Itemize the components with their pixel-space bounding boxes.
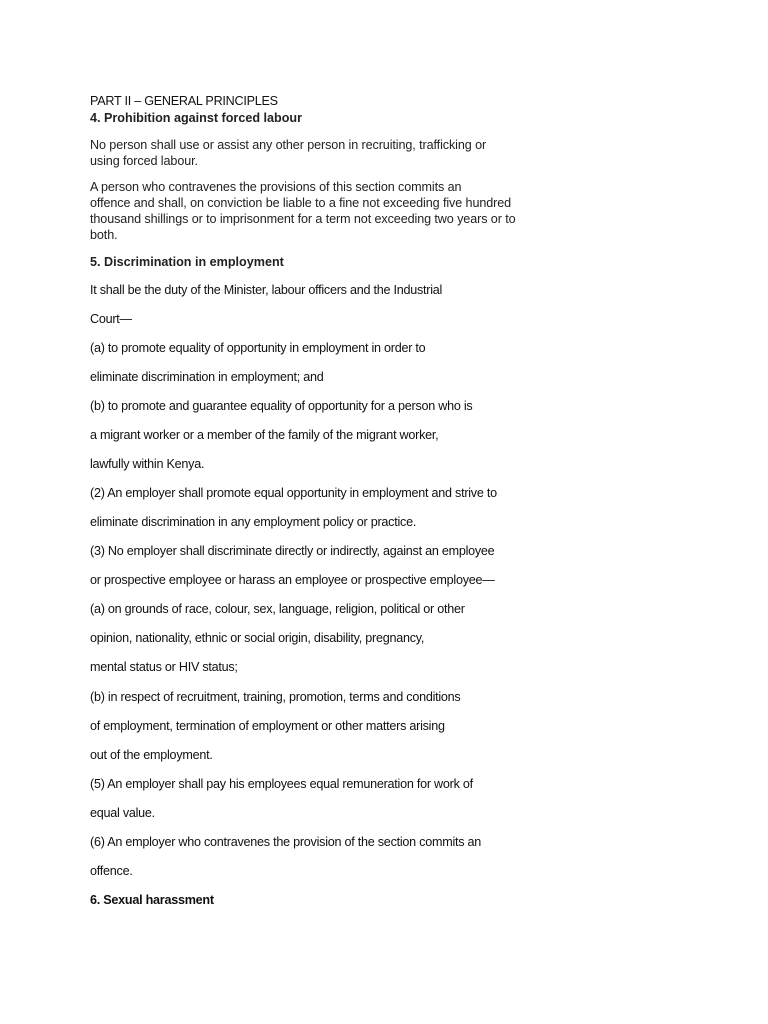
section-5-line: Court— xyxy=(90,312,132,326)
section-5-line: eliminate discrimination in any employment policy or practice. xyxy=(90,515,417,529)
section-4-para2-line: offence and shall, on conviction be liable to a fine not exceeding five hundred xyxy=(90,196,512,210)
section-5-line: out of the employment. xyxy=(90,748,213,762)
section-5-line: equal value. xyxy=(90,806,155,820)
section-5-line: eliminate discrimination in employment; and xyxy=(90,370,324,384)
section-5-line: or prospective employee or harass an employee or prospective employee— xyxy=(90,573,495,587)
section-4-para1-line: No person shall use or assist any other person in recruiting, trafficking or xyxy=(90,138,487,152)
section-5-line: (5) An employer shall pay his employees equal remuneration for work of xyxy=(90,777,473,791)
section-5-heading: 5. Discrimination in employment xyxy=(90,255,284,269)
section-5-line: offence. xyxy=(90,864,133,878)
section-5-line: of employment, termination of employment or other matters arising xyxy=(90,719,445,733)
section-4-heading: 4. Prohibition against forced labour xyxy=(90,111,303,125)
section-5-line: (2) An employer shall promote equal opportunity in employment and strive to xyxy=(90,486,497,500)
section-4-para1-line: using forced labour. xyxy=(90,154,198,168)
section-5-line: opinion, nationality, ethnic or social origin, disability, pregnancy, xyxy=(90,631,425,645)
section-5-line: (6) An employer who contravenes the provision of the section commits an xyxy=(90,835,482,849)
section-5-line: lawfully within Kenya. xyxy=(90,457,205,471)
part-title: PART II – GENERAL PRINCIPLES xyxy=(90,94,278,108)
section-4-para2-line: both. xyxy=(90,228,118,242)
section-5-line: (3) No employer shall discriminate directly or indirectly, against an employee xyxy=(90,544,495,558)
section-5-line: (a) on grounds of race, colour, sex, language, religion, political or other xyxy=(90,602,465,616)
section-4-para2-line: thousand shillings or to imprisonment for a term not exceeding two years or to xyxy=(90,212,516,226)
section-5-line: mental status or HIV status; xyxy=(90,660,238,674)
section-5-line: a migrant worker or a member of the family of the migrant worker, xyxy=(90,428,439,442)
section-5-line: It shall be the duty of the Minister, labour officers and the Industrial xyxy=(90,283,443,297)
section-4-para2-line: A person who contravenes the provisions of this section commits an xyxy=(90,180,462,194)
section-6-heading: 6. Sexual harassment xyxy=(90,893,214,907)
section-5-line: (b) in respect of recruitment, training, promotion, terms and conditions xyxy=(90,690,461,704)
section-5-line: (a) to promote equality of opportunity in employment in order to xyxy=(90,341,426,355)
section-5-line: (b) to promote and guarantee equality of opportunity for a person who is xyxy=(90,399,473,413)
